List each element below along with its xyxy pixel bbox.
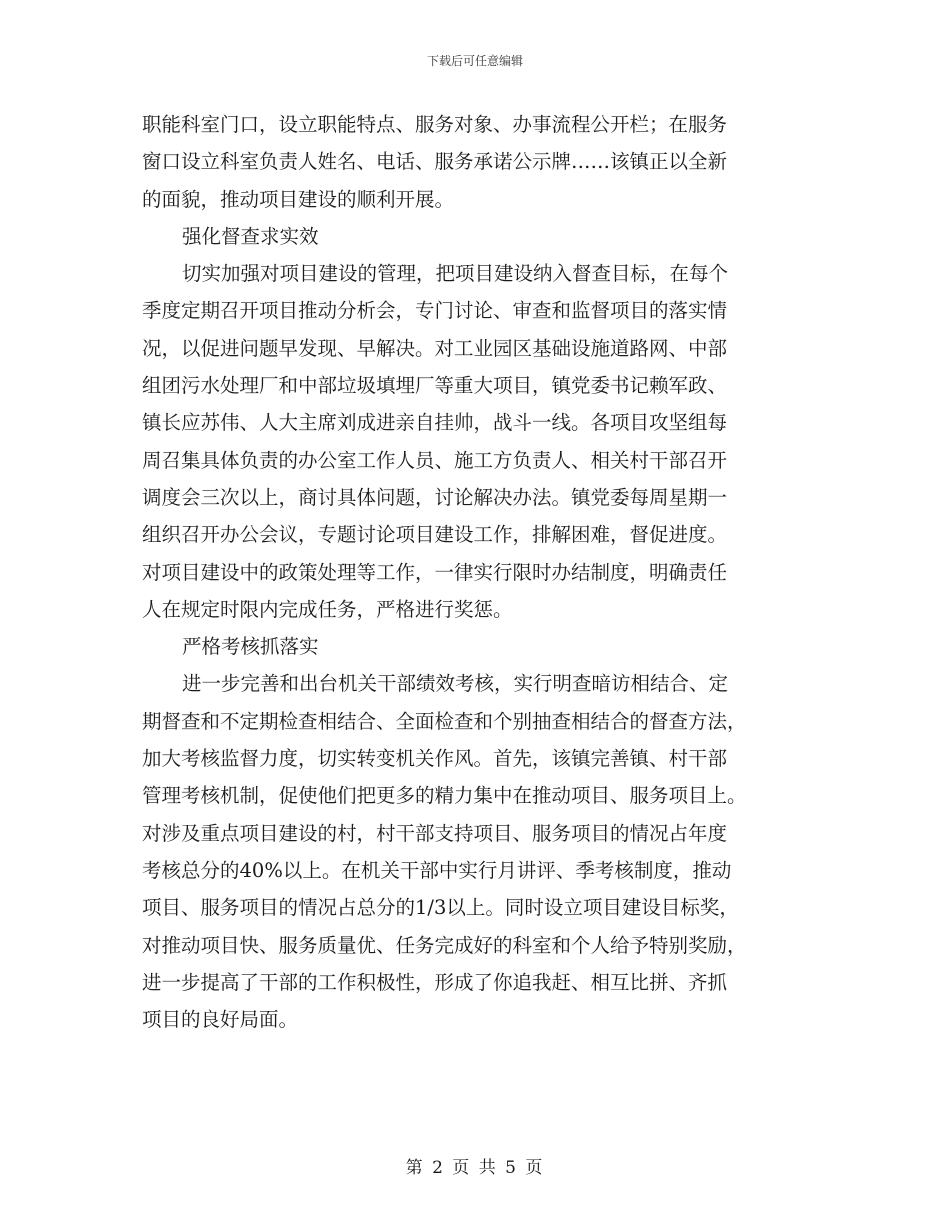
text-line: 组团污水处理厂和中部垃圾填埋厂等重大项目，镇党委书记赖军政、 bbox=[142, 374, 728, 398]
text-line: 加大考核监督力度，切实转变机关作风。首先，该镇完善镇、村干部 bbox=[142, 747, 728, 771]
text-line: 周召集具体负责的办公室工作人员、施工方负责人、相关村干部召开 bbox=[142, 448, 728, 472]
text-line: 的面貌，推动项目建设的顺利开展。 bbox=[142, 187, 455, 211]
text-line: 职能科室门口，设立职能特点、服务对象、办事流程公开栏；在服务 bbox=[142, 113, 728, 136]
text-line: 管理考核机制，促使他们把更多的精力集中在推动项目、服务项目上。 bbox=[142, 784, 747, 808]
text-line: 镇长应苏伟、人大主席刘成进亲自挂帅，战斗一线。各项目攻坚组每 bbox=[142, 411, 728, 435]
text-line: 调度会三次以上，商讨具体问题，讨论解决办法。镇党委每周星期一 bbox=[142, 485, 728, 509]
text-line: 严格考核抓落实 bbox=[182, 635, 319, 659]
text-line: 对推动项目快、服务质量优、任务完成好的科室和个人给予特别奖励， bbox=[142, 933, 747, 957]
text-line: 项目的良好局面。 bbox=[142, 1008, 299, 1032]
text-line: 进一步完善和出台机关干部绩效考核，实行明查暗访相结合、定 bbox=[182, 672, 729, 696]
page-footer: 第 2 页 共 5 页 bbox=[405, 1158, 545, 1178]
text-line: 强化督查求实效 bbox=[182, 224, 319, 248]
text-line: 项目、服务项目的情况占总分的1/3以上。同时设立项目建设目标奖， bbox=[142, 896, 739, 920]
text-line: 对项目建设中的政策处理等工作，一律实行限时办结制度，明确责任 bbox=[142, 560, 728, 584]
text-line: 组织召开办公会议，专题讨论项目建设工作，排解困难，督促进度。 bbox=[142, 523, 728, 547]
text-line: 季度定期召开项目推动分析会，专门讨论、审查和监督项目的落实情 bbox=[142, 299, 728, 323]
document-body bbox=[142, 106, 814, 1038]
text-line: 期督查和不定期检查相结合、全面检查和个别抽查相结合的督查方法， bbox=[142, 709, 747, 733]
text-line: 况，以促进问题早发现、早解决。对工业园区基础设施道路网、中部 bbox=[142, 336, 728, 360]
text-line: 窗口设立科室负责人姓名、电话、服务承诺公示牌……该镇正以全新 bbox=[142, 150, 728, 174]
text-line: 人在规定时限内完成任务，严格进行奖惩。 bbox=[142, 597, 513, 621]
text-line: 切实加强对项目建设的管理，把项目建设纳入督查目标，在每个 bbox=[182, 262, 729, 286]
text-line: 考核总分的40%以上。在机关干部中实行月讲评、季考核制度，推动 bbox=[142, 858, 732, 882]
page-header: 下载后可任意编辑 bbox=[426, 54, 523, 68]
text-line: 进一步提高了干部的工作积极性，形成了你追我赶、相互比拼、齐抓 bbox=[142, 970, 728, 994]
text-line: 对涉及重点项目建设的村，村干部支持项目、服务项目的情况占年度 bbox=[142, 821, 728, 845]
